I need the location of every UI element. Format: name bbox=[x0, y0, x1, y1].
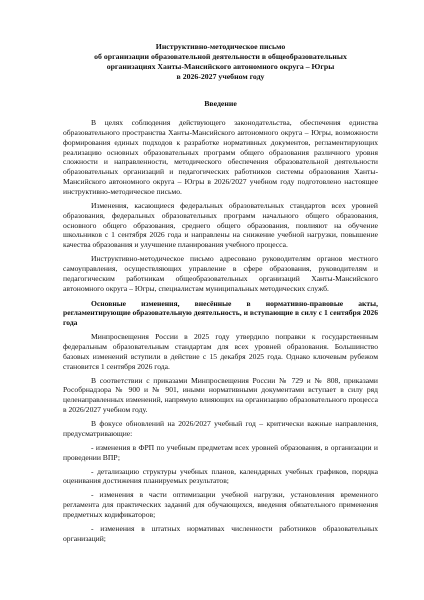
title-line: об организации образовательной деятельности в общеобразовательных bbox=[94, 51, 347, 61]
changes-paragraph: Минпросвещения России в 2025 году утвердило поправки к государственным федеральным образовательным стандартам для всех уровней образования. Большинство базовых изменений вступили в действие с 15 декабря 2025 года. Однако ключевым рубежом становится 1 сентября 2026 года. bbox=[63, 332, 378, 371]
intro-paragraph: Инструктивно-методическое письмо адресовано руководителям органов местного самоуправления, осуществляющих управление в сфере образования, руководителям и педагогическим работникам общеобразовательных организаций Ханты-Мансийского автономного округа – Югры, специалистам муниципальных методических служб. bbox=[63, 254, 378, 293]
title-line: в 2026-2027 учебном году bbox=[176, 71, 265, 81]
changes-paragraph: В фокусе обновлений на 2026/2027 учебный год – критически важные направления, предусматривающие: bbox=[63, 419, 378, 438]
list-item: - детализацию структуры учебных планов, календарных учебных графиков, порядка оценивания достижения планируемых результатов; bbox=[63, 466, 378, 486]
list-item: - изменения в части оптимизации учебной нагрузки, установления временного регламента для практических заданий для обучающихся, введения обязательного применения предметных кодификаторов; bbox=[63, 490, 378, 519]
intro-heading: Введение bbox=[204, 98, 237, 108]
list-item: - изменения в штатных нормативах численности работников образовательных организаций; bbox=[63, 523, 378, 543]
list-item: - изменения в ФРП по учебным предметам всех уровней образования, в организации и проведении ВПР; bbox=[63, 442, 378, 462]
title-line: организациях Ханты-Мансийского автономного округа – Югры bbox=[106, 61, 335, 71]
changes-heading: Основные изменения, внесённые в нормативно-правовые акты, регламентирующие образовательную деятельность, и вступающие в силу с 1 сентября 2026 года bbox=[63, 298, 378, 328]
intro-paragraph: В целях соблюдения действующего законодательства, обеспечения единства образовательного пространства Ханты-Мансийского автономного округа – Югры, возможности формирования единых подходов к разработке нормативных документов, регламентирующих реализацию основных образовательных программ общего образования различного уровня сложности и направленности, методического обеспечения образовательной деятельности образовательных организаций и педагогических работников системы образования Ханты-Мансийского автономного округа – Югры в 2026/2027 учебном году подготовлено настоящее инструктивно-методическое письмо. bbox=[63, 118, 378, 197]
intro-paragraph: Изменения, касающиеся федеральных образовательных стандартов всех уровней образования, федеральных образовательных программ начального общего образования, основного общего образования, среднего общего образования, повлияют на обучение школьников с 1 сентября 2026 года и направлены на снижение учебной нагрузки, повышение качества образования и улучшение планирования учебного процесса. bbox=[63, 200, 378, 250]
changes-paragraph: В соответствии с приказами Минпросвещения России № 729 и № 808, приказами Рособрнадзора № 900 и № 901, иными нормативными документами вступает в силу ряд целенаправленных изменений, напрямую влияющих на организацию образовательного процесса в 2026/2027 учебном году. bbox=[63, 375, 378, 415]
title-line: Инструктивно-методическое письмо bbox=[155, 42, 286, 51]
document-title bbox=[63, 42, 378, 82]
